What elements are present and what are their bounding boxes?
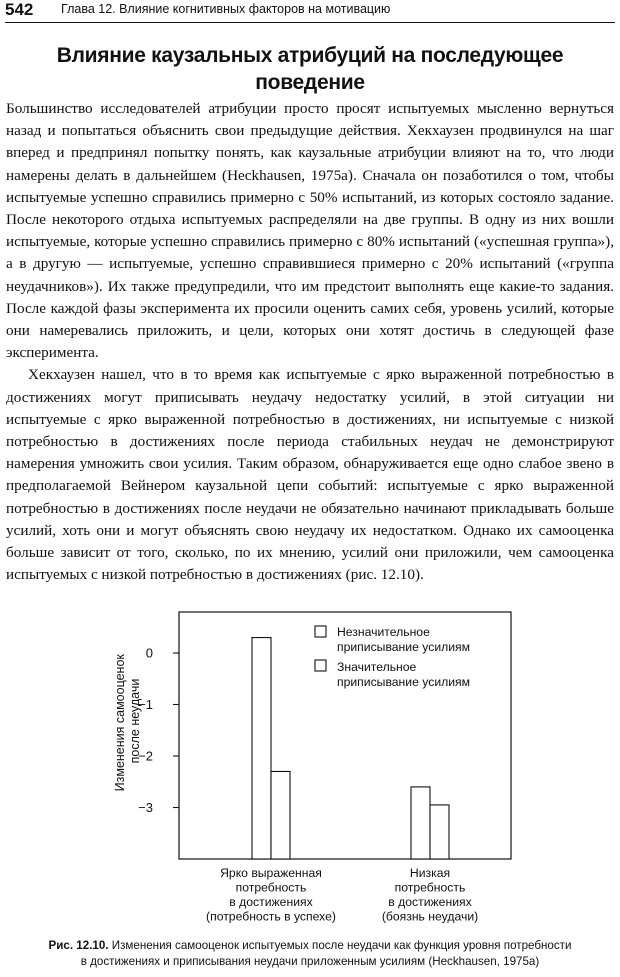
caption-label: Рис. 12.10. — [48, 939, 109, 952]
legend-label: приписывание усилиям — [337, 675, 471, 689]
bar-high-effort-attribution — [430, 805, 449, 859]
y-axis-label-line: Изменения самооценок — [113, 654, 127, 792]
x-category-label-line: (боязнь неудачи) — [381, 909, 479, 924]
x-axis-category-labels — [206, 866, 478, 924]
bar-low-effort-attribution — [252, 638, 271, 859]
section-title-line: Влияние каузальных атрибуций на последующее — [56, 44, 564, 67]
x-category-label-line: в достижениях — [229, 895, 313, 909]
page-number: 542 — [5, 0, 34, 19]
x-category-label-line: потребность — [394, 880, 466, 895]
bar-high-effort-attribution — [271, 771, 290, 859]
body-text — [6, 98, 614, 586]
y-axis-label — [113, 651, 142, 792]
x-category-label-line: (потребность в успехе) — [206, 909, 336, 924]
bar-low-effort-attribution — [411, 787, 430, 859]
x-category-label-line: Низкая — [409, 866, 451, 880]
section-title-line: поведение — [255, 71, 365, 94]
y-tick-label: −2 — [138, 748, 153, 764]
legend-label: Незначительное — [337, 625, 430, 639]
legend — [315, 625, 470, 689]
caption-text: Изменения самооценок испытуемых после неудачи как функция уровня потребности — [111, 939, 572, 952]
x-category-label-line: в достижениях — [388, 895, 472, 909]
page-header — [5, 0, 615, 23]
figure-caption — [12, 938, 608, 970]
legend-swatch-low-effort — [315, 626, 326, 637]
y-axis — [138, 646, 179, 816]
running-title: Глава 12. Влияние когнитивных факторов на мотивацию — [61, 2, 391, 16]
y-tick-label: −1 — [138, 697, 153, 712]
paragraph: Большинство исследователей атрибуции просто просят испытуемых мысленно вернуться назад и попытаться объяснить свои предыдущие действия. Хекхаузен продвинулся на шаг вперед и предпринял попытку понять, как каузальные атрибуции влияют на то, что люди намерены делать в дальнейшем (Heckhausen, 1975a). Сначала он позаботился о том, чтобы испытуемые успешно справились примерно с 50% испытаний, из которых состояло задание. После некоторого отдыха испытуемых распределяли на две группы. В одну из них вошли испытуемые, которые успешно справились примерно с 80% испытаний («успешная группа»), а в другую — испытуемые, успешно справившиеся примерно с 20% испытаний («группа неудачников»). Их также предупредили, что им предстоит выполнять еще какие-то задания. После каждой фазы эксперимента их просили оценить самих себя, уровень усилий, которые они намеревались приложить, и цели, которых они хотят достичь в следующей фазе эксперимента. — [6, 100, 614, 362]
caption-text: в достижениях и приписывания неудачи приложенным усилиям (Heckhausen, 1975a) — [80, 955, 540, 968]
legend-swatch-high-effort — [315, 660, 326, 671]
y-tick-label: −3 — [138, 800, 153, 815]
section-title — [30, 42, 590, 96]
x-category-label-line: Ярко выраженная — [220, 866, 322, 880]
y-axis-label-line: после неудачи — [128, 678, 142, 764]
paragraph: Хекхаузен нашел, что в то время как испытуемые с ярко выраженной потребностью в достижениях могут приписывать неудачу недостатку усилий, в этой ситуации ни испытуемые с ярко выраженной потребностью в достижениях, ни испытуемые с низкой потребностью в достижениях после периода стабильных неудач не демонстрируют намерения умножить свои усилия. Таким образом, обнаруживается еще одно слабое звено в предполагаемой Вейнером каузальной цепи событий: испытуемые с ярко выраженной потребностью в достижениях после неудачи не обязательно начинают прикладывать больше усилий, хоть они и могут объяснять свою неудачу их недостатком. Однако их самооценка больше зависит от того, сколько, по их мнению, усилий они приложили, чем самооценка испытуемых с низкой потребностью в достижениях (рис. 12.10). — [6, 366, 614, 584]
figure-12-10-chart — [0, 605, 620, 935]
x-category-label-line: потребность — [235, 880, 307, 895]
legend-label: приписывание усилиям — [337, 640, 471, 654]
legend-label: Значительное — [337, 660, 417, 674]
y-tick-label: 0 — [145, 645, 153, 661]
